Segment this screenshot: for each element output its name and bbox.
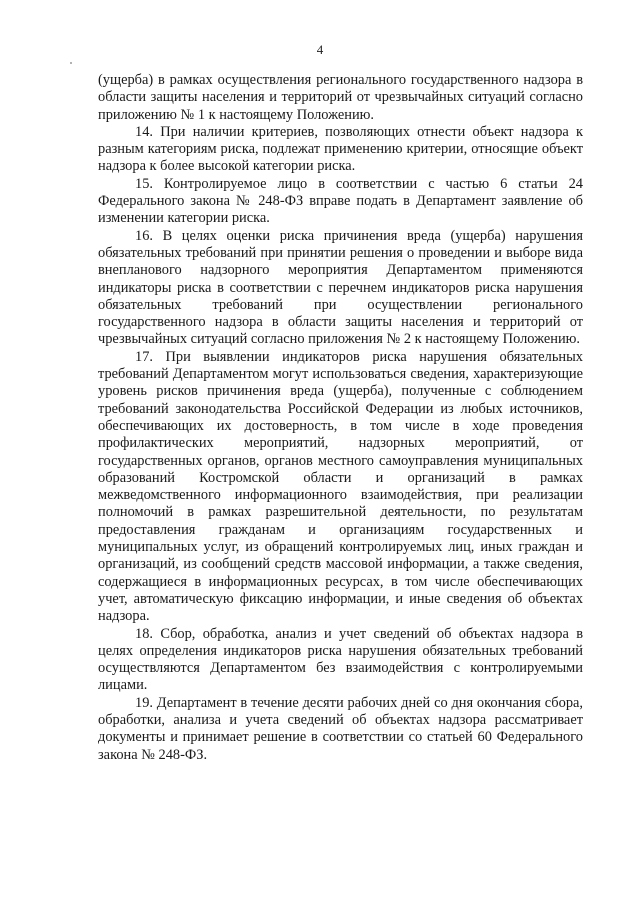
- paragraph-19: 19. Департамент в течение десяти рабочих дней со дня окончания сбора, обработки, анализа и учета сведений об объектах надзора рассматривает документы и принимает решение в соответствии со статьей 60 Федерального закона № 248-ФЗ.: [98, 694, 583, 763]
- paragraph-15: 15. Контролируемое лицо в соответствии с частью 6 статьи 24 Федерального закона № 248-ФЗ вправе подать в Департамент заявление об изменении категории риска.: [98, 175, 583, 227]
- paragraph-18: 18. Сбор, обработка, анализ и учет сведений об объектах надзора в целях определения индикаторов риска нарушения обязательных требований осуществляются Департаментом без взаимодействия с контролируемыми лицами.: [98, 625, 583, 694]
- page-number: 4: [316, 42, 324, 57]
- scan-speck: [70, 62, 72, 64]
- paragraph-16: 16. В целях оценки риска причинения вреда (ущерба) нарушения обязательных требований при принятии решения о проведении и выборе вида внепланового надзорного мероприятия Департаментом применяются индикаторы риска в соответствии с перечнем индикаторов риска нарушения обязательных требований при осуществлении регионального государственного надзора в области защиты населения и территорий от чрезвычайных ситуаций согласно приложения № 2 к настоящему Положению.: [98, 227, 583, 348]
- paragraph-14: 14. При наличии критериев, позволяющих отнести объект надзора к разным категориям риска, подлежат применению критерии, относящие объект надзора к более высокой категории риска.: [98, 123, 583, 175]
- paragraph-17: 17. При выявлении индикаторов риска нарушения обязательных требований Департаментом могут использоваться сведения, характеризующие уровень рисков причинения вреда (ущерба), полученные с соблюдением требований законодательства Российской Федерации из любых источников, обеспечивающих их достоверность, в том числе в ходе проведения профилактических мероприятий, надзорных мероприятий, от государственных органов, органов местного самоуправления муниципальных образований Костромской области и организаций в рамках межведомственного информационного взаимодействия, при реализации полномочий в рамках разрешительной деятельности, по результатам предоставления гражданам и организациям государственных и муниципальных услуг, из обращений контролируемых лиц, иных граждан и организаций, из сообщений средств массовой информации, а также сведения, содержащиеся в информационных ресурсах, в том числе обеспечивающих учет, автоматическую фиксацию информации, и иные сведения об объектах надзора.: [98, 348, 583, 625]
- paragraph-continuation: (ущерба) в рамках осуществления регионального государственного надзора в области защиты населения и территорий от чрезвычайных ситуаций согласно приложению № 1 к настоящему Положению.: [98, 72, 583, 123]
- document-body: [98, 72, 583, 764]
